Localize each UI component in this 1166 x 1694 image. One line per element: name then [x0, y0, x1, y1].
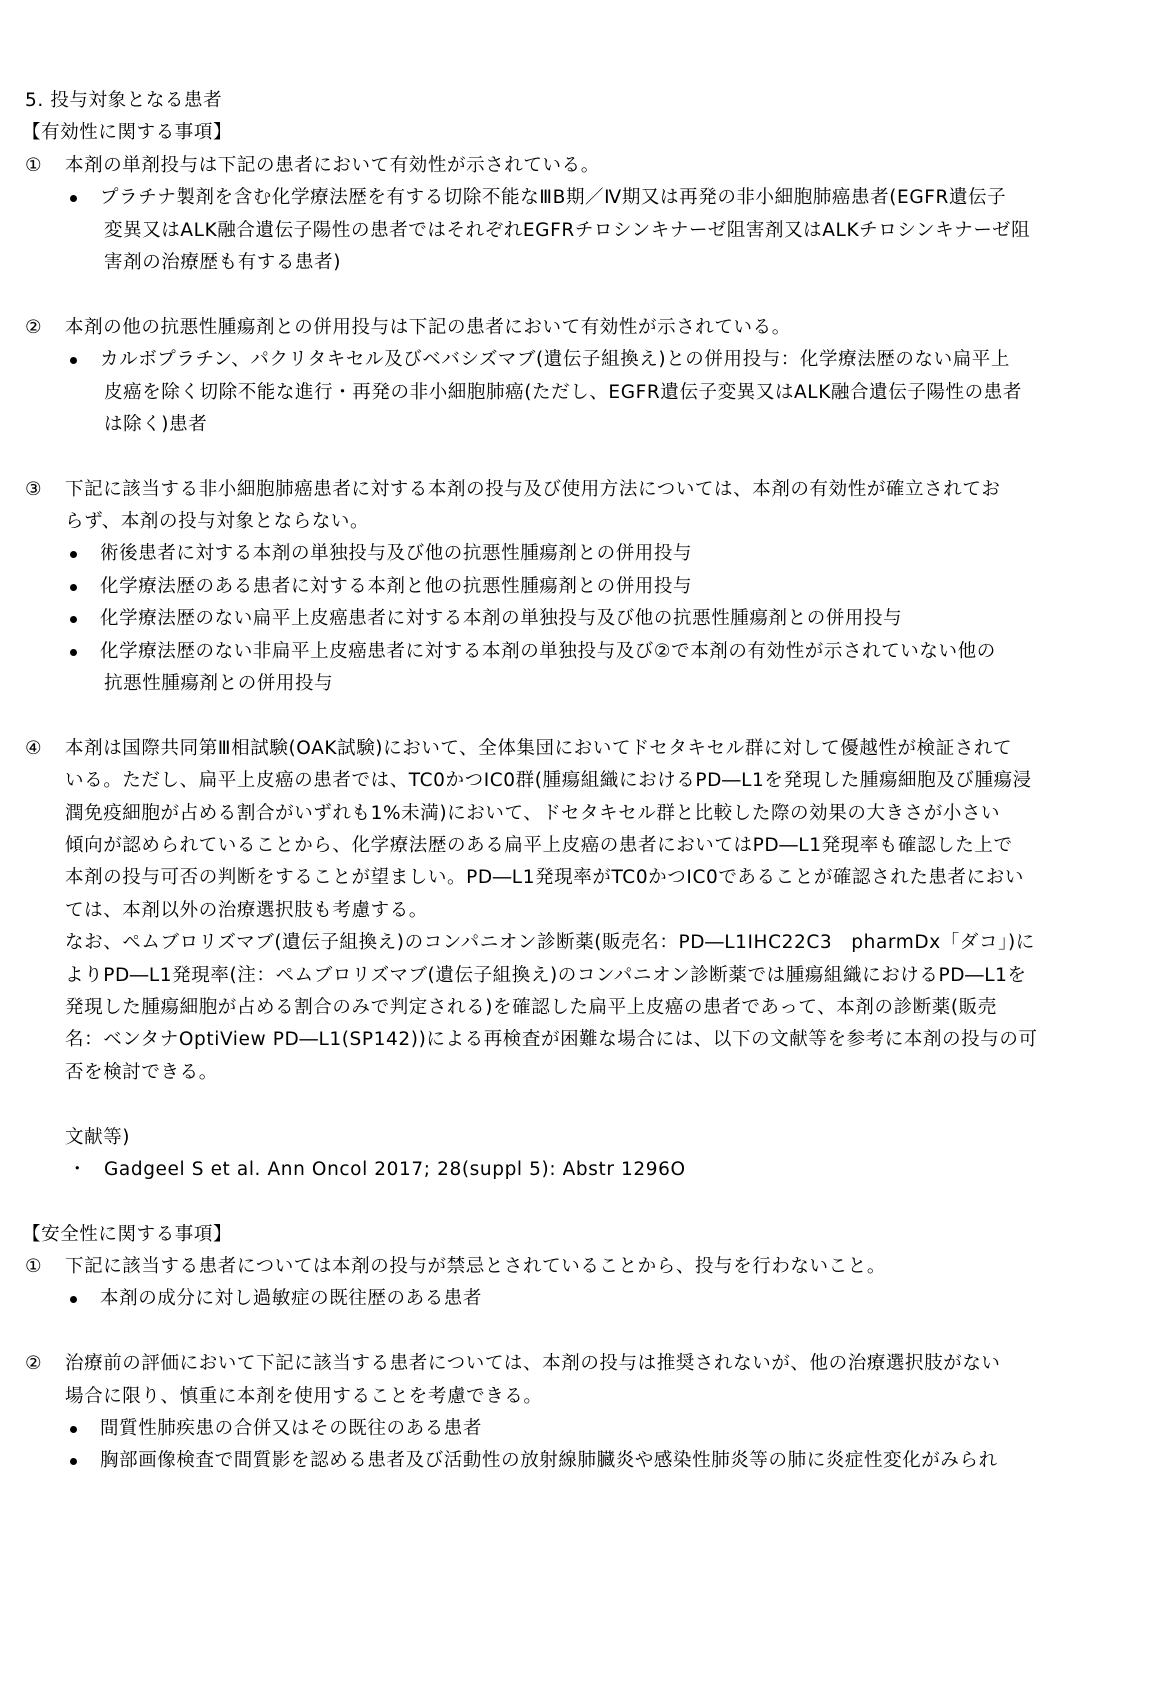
bullet-icon	[70, 616, 77, 623]
bullet-icon	[70, 584, 77, 591]
bullet-icon	[70, 195, 77, 202]
item-text: 本剤の他の抗悪性腫瘍剤との併用投与は下記の患者において有効性が示されている。	[65, 316, 791, 338]
item-number: ①	[25, 1256, 43, 1278]
item-text: 傾向が認められていることから、化学療法歴のある扁平上皮癌の患者においてはPD―L1発現率も確認した上で	[65, 834, 1013, 856]
section-heading: 5. 投与対象となる患者	[25, 90, 223, 111]
bullet-text: は除く)患者	[104, 413, 208, 435]
item-text: 場合に限り、慎重に本剤を使用することを考慮できる。	[65, 1385, 543, 1407]
item-text: 発現した腫瘍細胞が占める割合のみで判定される)を確認した扁平上皮癌の患者であって、本剤の診断薬(販売	[65, 996, 997, 1018]
item-text: なお、ペムブロリズマブ(遺伝子組換え)のコンパニオン診断薬(販売名：PD―L1IHC22C3 pharmDx「ダコ」)に	[65, 932, 1035, 954]
bullet-text: 化学療法歴のない非扁平上皮癌患者に対する本剤の単独投与及び②で本剤の有効性が示されていない他の	[100, 640, 996, 662]
item-text: 潤免疫細胞が占める割合がいずれも1%未満)において、ドセタキセル群と比較した際の効果の大きさが小さい	[65, 802, 1001, 824]
item-text: いる。ただし、扁平上皮癌の患者では、TC0かつIC0群(腫瘍組織におけるPD―L1を発現した腫瘍細胞及び腫瘍浸	[65, 770, 1032, 792]
bullet-text: 害剤の治療歴も有する患者)	[104, 251, 342, 273]
safety-title: 【安全性に関する事項】	[22, 1223, 233, 1245]
item-line	[0, 798, 1166, 830]
item-text: 名：ベンタナOptiView PD―L1(SP142))による再検査が困難な場合には、以下の文献等を参考に本剤の投与の可	[65, 1029, 1038, 1051]
bullet-icon	[70, 357, 77, 364]
bullet-text: 胸部画像検査で間質影を認める患者及び活動性の放射線肺臓炎や感染性肺炎等の肺に炎症性変化がみられ	[100, 1450, 998, 1472]
item-text: ては、本剤以外の治療選択肢も考慮する。	[65, 899, 428, 921]
item-line	[0, 895, 1166, 927]
item-line	[0, 927, 1166, 959]
document-body	[0, 85, 1166, 1510]
item-line	[0, 1381, 1166, 1413]
item-number: ①	[25, 154, 43, 176]
bullet-line	[0, 215, 1166, 247]
bullet-icon	[70, 649, 77, 656]
bullet-icon	[70, 1426, 77, 1433]
bullet-text: 間質性肺疾患の合併又はその既往のある患者	[100, 1418, 483, 1440]
item-text: 本剤の単剤投与は下記の患者において有効性が示されている。	[65, 154, 600, 176]
reference-bullet: ・	[68, 1158, 88, 1180]
item-number: ②	[25, 1353, 43, 1375]
item-line	[0, 312, 1166, 344]
item-line	[0, 1024, 1166, 1056]
item-line	[0, 733, 1166, 765]
bullet-line	[0, 344, 1166, 376]
item-number: ④	[25, 737, 43, 759]
item-line	[0, 960, 1166, 992]
bullet-text: プラチナ製剤を含む化学療法歴を有する切除不能なⅢB期／Ⅳ期又は再発の非小細胞肺癌患者(EGFR遺伝子	[100, 187, 1007, 209]
item-text: らず、本剤の投与対象とならない。	[65, 511, 370, 533]
bullet-line	[0, 571, 1166, 603]
item-text: 否を検討できる。	[65, 1061, 218, 1083]
item-text: よりPD―L1発現率(注：ペムブロリズマブ(遺伝子組換え)のコンパニオン診断薬では腫瘍組織におけるPD―L1を	[65, 964, 1027, 986]
item-line	[0, 765, 1166, 797]
item-line	[0, 150, 1166, 182]
references-label: 文献等)	[65, 1126, 131, 1148]
efficacy-title: 【有効性に関する事項】	[22, 122, 233, 144]
item-number: ②	[25, 316, 43, 338]
item-text: 下記に該当する非小細胞肺癌患者に対する本剤の投与及び使用方法については、本剤の有効性が確立されてお	[65, 478, 1001, 500]
bullet-line	[0, 182, 1166, 214]
item-line	[0, 1348, 1166, 1380]
bullet-icon	[70, 1458, 77, 1465]
reference-text: Gadgeel S et al. Ann Oncol 2017; 28(suppl 5): Abstr 1296O	[104, 1158, 686, 1180]
bullet-text: 術後患者に対する本剤の単独投与及び他の抗悪性腫瘍剤との併用投与	[100, 543, 693, 565]
bullet-line	[0, 668, 1166, 700]
bullet-text: 化学療法歴のない扁平上皮癌患者に対する本剤の単独投与及び他の抗悪性腫瘍剤との併用投与	[100, 608, 903, 630]
item-line	[0, 862, 1166, 894]
item-text: 本剤の投与可否の判断をすることが望ましい。PD―L1発現率がTC0かつIC0であることが確認された患者におい	[65, 867, 1024, 889]
bullet-line	[0, 1283, 1166, 1315]
reference-item	[0, 1154, 1166, 1186]
bullet-line	[0, 636, 1166, 668]
bullet-text: 本剤の成分に対し過敏症の既往歴のある患者	[100, 1288, 483, 1310]
bullet-line	[0, 1445, 1166, 1477]
item-line	[0, 1057, 1166, 1089]
bullet-text: 変異又はALK融合遺伝子陽性の患者ではそれぞれEGFRチロシンキナーゼ阻害剤又はALKチロシンキナーゼ阻	[104, 219, 1031, 241]
bullet-line	[0, 247, 1166, 279]
bullet-icon	[70, 1296, 77, 1303]
item-line	[0, 1251, 1166, 1283]
item-number: ③	[25, 478, 43, 500]
bullet-text: 抗悪性腫瘍剤との併用投与	[104, 673, 334, 695]
item-text: 治療前の評価において下記に該当する患者については、本剤の投与は推奨されないが、他の治療選択肢がない	[65, 1353, 1001, 1375]
bullet-line	[0, 603, 1166, 635]
bullet-text: 皮癌を除く切除不能な進行・再発の非小細胞肺癌(ただし、EGFR遺伝子変異又はALK融合遺伝子陽性の患者	[104, 381, 1022, 403]
item-line	[0, 992, 1166, 1024]
item-line	[0, 830, 1166, 862]
bullet-line	[0, 377, 1166, 409]
bullet-line	[0, 409, 1166, 441]
bullet-text: 化学療法歴のある患者に対する本剤と他の抗悪性腫瘍剤との併用投与	[100, 575, 693, 597]
bullet-icon	[70, 551, 77, 558]
bullet-text: カルボプラチン、パクリタキセル及びベバシズマブ(遺伝子組換え)との併用投与：化学療法歴のない扁平上	[100, 349, 1011, 371]
item-line	[0, 474, 1166, 506]
bullet-line	[0, 1413, 1166, 1445]
item-text: 本剤は国際共同第Ⅲ相試験(OAK試験)において、全体集団においてドセタキセル群に対して優越性が検証されて	[65, 737, 1013, 759]
bullet-line	[0, 538, 1166, 570]
item-line	[0, 506, 1166, 538]
item-text: 下記に該当する患者については本剤の投与が禁忌とされていることから、投与を行わないこと。	[65, 1256, 886, 1278]
